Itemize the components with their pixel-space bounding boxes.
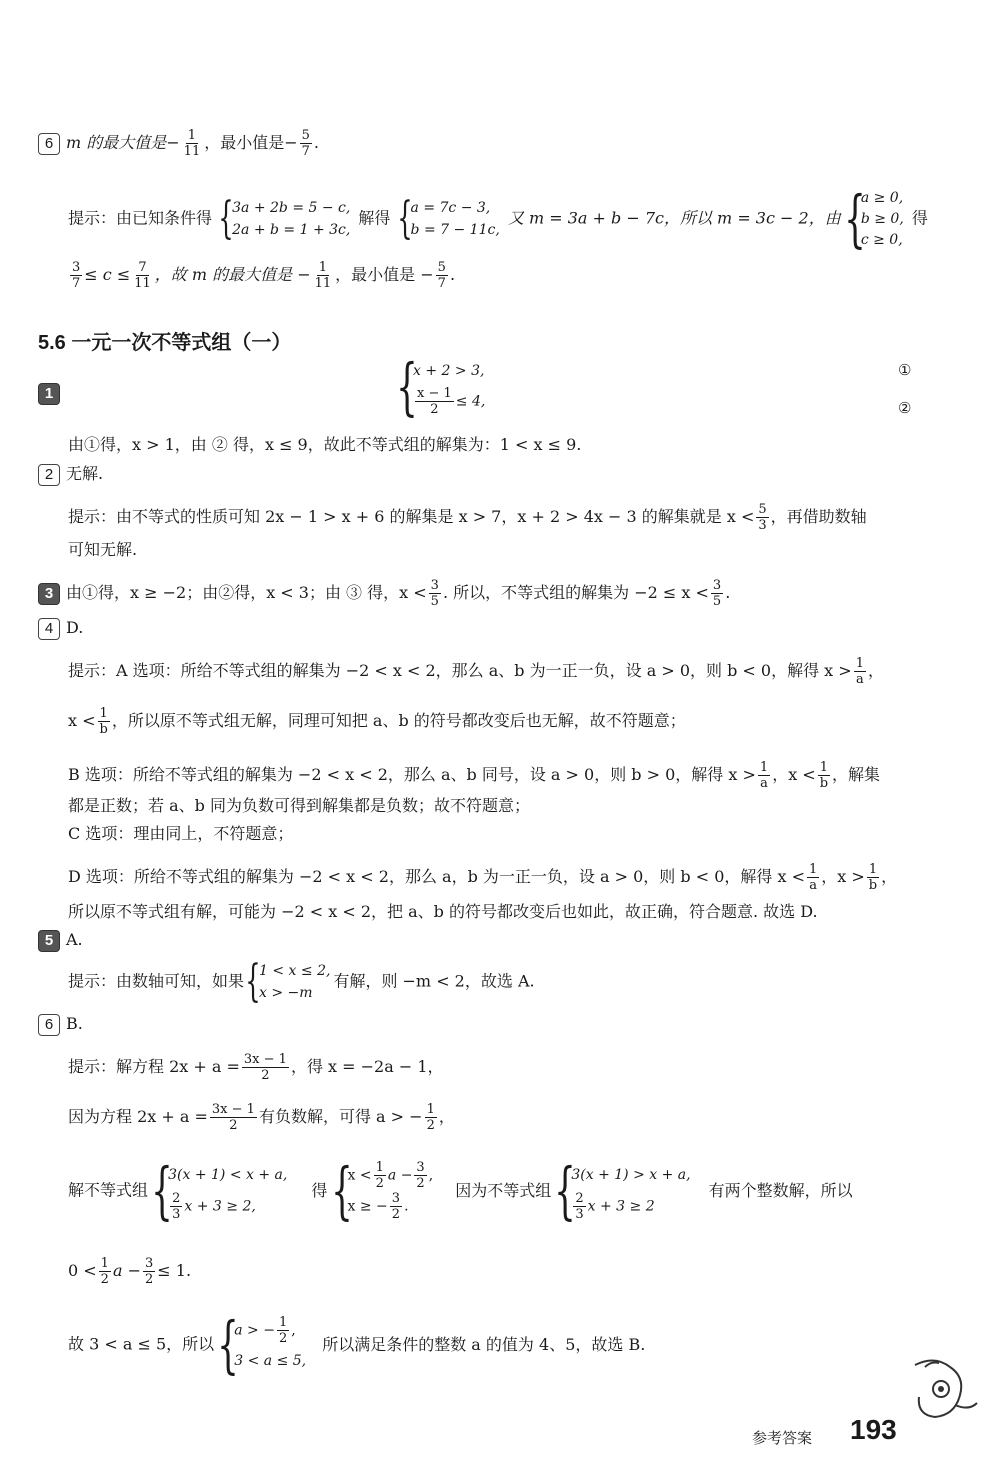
circle-mark-1: ① xyxy=(898,361,912,379)
question-6: 6 B. xyxy=(38,1014,83,1036)
mascot-illustration xyxy=(905,1355,985,1429)
q6-line-2: 因为方程 2x + a = $\frac{3x - 1}{2}$ 有负数解，可得 a > − $\frac{1}{2}$ ， xyxy=(68,1102,455,1133)
q4-option-a-2: x < $\frac{1}{b}$ ，所以原不等式组无解，同理可知把 a、b 的符号都改变后也无解，故不符题意； xyxy=(68,706,686,737)
q4-option-b-1: B 选项：所给不等式组的解集为 −2 < x < 2，那么 a、b 同号，设 a > 0，则 b > 0，解得 x > $\frac{1}{a}$ ，x < $\frac{1}{b}$ ，解集 xyxy=(68,760,881,791)
equation-system: { 3a + 2b = 5 − c, 2a + b = 1 + 3c, xyxy=(218,193,351,244)
q4-option-b-2: 都是正数；若 a、b 同为负数可得到解集都是负数；故不符题意； xyxy=(68,796,530,815)
question-number: 2 xyxy=(38,464,60,486)
section-title: 5.6 一元一次不等式组（一） xyxy=(38,332,292,354)
question-5: 5 A. xyxy=(38,930,83,952)
q6-line-1: 提示：解方程 2x + a = $\frac{3x - 1}{2}$ ，得 x = −2a − 1， xyxy=(68,1052,444,1083)
q2-hint-2: 可知无解. xyxy=(68,540,138,559)
question-2: 2 无解. xyxy=(38,464,103,486)
q4-option-c: C 选项：理由同上，不符题意； xyxy=(68,824,294,843)
circle-mark-2: ② xyxy=(898,399,912,417)
footer-label: 参考答案 xyxy=(752,1430,813,1447)
question-number: 6 xyxy=(38,1014,60,1036)
prev-answer-line: 6 m 的最大值是− $\frac{1}{11}$ ，最小值是− $\frac{5}{7}$ . xyxy=(38,128,319,159)
q5-hint: 提示：由数轴可知，如果 { 1 < x ≤ 2, x > −m 有解，则 −m < 2，故选 A. xyxy=(68,956,535,1007)
question-number: 5 xyxy=(38,930,60,952)
question-1 xyxy=(38,383,66,405)
q6-line-3: 解不等式组 { 3(x + 1) < x + a, $\frac{2}{3}$ x + 3 ≥ 2, 得 { x < $\frac{1}{2}$ a − $\frac{3}{2}$ , x ≥ − $\frac{3}{2}$ . 因为不等式组 { 3(x + 1) > x + a, $\frac{2}{3}$ x + 3 ≥ 2 有两个整数解，所以 xyxy=(68,1154,853,1227)
q2-hint: 提示：由不等式的性质可知 2x − 1 > x + 6 的解集是 x > 7，x + 2 > 4x − 3 的解集就是 x < $\frac{5}{3}$ ，再借助数轴 xyxy=(68,502,867,533)
q4-option-d-2: 所以原不等式组有解，可能为 −2 < x < 2，把 a、b 的符号都改变后也如此，故正确，符合题意. 故选 D. xyxy=(68,902,818,921)
question-number: 6 xyxy=(38,133,60,155)
question-3: 3 由①得，x ≥ −2；由②得，x < 3；由 ③ 得，x < $\frac{3}{5}$ . 所以，不等式组的解集为 −2 ≤ x < $\frac{3}{5}$ . xyxy=(38,578,730,609)
question-number: 1 xyxy=(38,383,60,405)
q6-line-4: 0 < $\frac{1}{2}$ a − $\frac{3}{2}$ ≤ 1. xyxy=(68,1256,192,1287)
prev-hint-line: 提示：由已知条件得 { 3a + 2b = 5 − c, 2a + b = 1 + 3c, 解得 { a = 7c − 3, b = 7 − 11c, 又 m = 3a + b − 7c，所以 m = 3c − 2，由 { a ≥ 0, b ≥ 0, c ≥ 0, 得 xyxy=(68,182,928,255)
page-number: 193 xyxy=(850,1414,897,1445)
q6-line-5: 故 3 < a ≤ 5，所以 { a > − $\frac{1}{2}$ , 3 < a ≤ 5, 所以满足条件的整数 a 的值为 4、5，故选 B. xyxy=(68,1308,646,1381)
q4-option-a-1: 提示：A 选项：所给不等式组的解集为 −2 < x < 2，那么 a、b 为一正一负，设 a > 0，则 b < 0，解得 x > $\frac{1}{a}$ ， xyxy=(68,656,884,687)
equation-system: { a ≥ 0, b ≥ 0, c ≥ 0, xyxy=(843,182,904,255)
question-number: 3 xyxy=(38,583,60,605)
q4-option-d-1: D 选项：所给不等式组的解集为 −2 < x < 2，那么 a，b 为一正一负，设 a > 0，则 b < 0，解得 x < $\frac{1}{a}$ ，x > $\frac{1}{b}$ ， xyxy=(68,862,898,893)
question-4: 4 D. xyxy=(38,618,83,640)
equation-system: { a = 7c − 3, b = 7 − 11c, xyxy=(396,193,500,244)
q1-system: { x + 2 > 3, $\frac{x - 1}{2}$ ≤ 4, xyxy=(396,350,486,423)
question-number: 4 xyxy=(38,618,60,640)
prev-hint-line-3: $\frac{3}{7}$ ≤ c ≤ $\frac{7}{11}$ ，故 m 的最大值是 − $\frac{1}{11}$ ，最小值是 − $\frac{5}{7}$ . xyxy=(72,260,456,291)
q1-solution: 由①得，x > 1，由 ② 得，x ≤ 9，故此不等式组的解集为：1 < x ≤ 9. xyxy=(68,435,582,454)
